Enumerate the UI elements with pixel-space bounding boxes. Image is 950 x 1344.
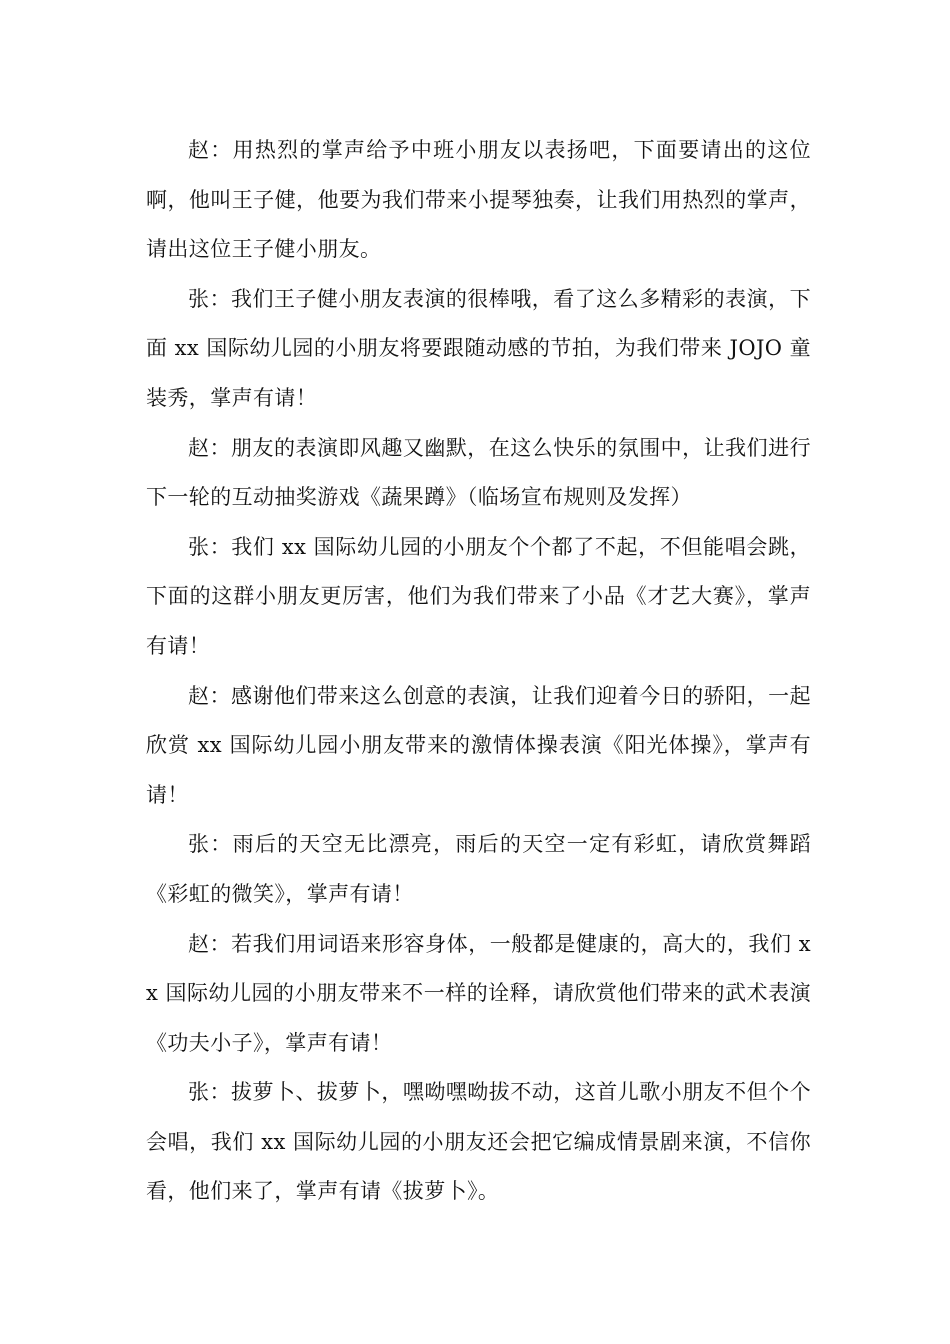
- paragraph-1: 赵：用热烈的掌声给予中班小朋友以表扬吧，下面要请出的这位啊，他叫王子健，他要为我们带来小提琴独奏，让我们用热烈的掌声，请出这位王子健小朋友。: [146, 138, 811, 262]
- paragraph-6: 张：雨后的天空无比漂亮，雨后的天空一定有彩虹，请欣赏舞蹈《彩虹的微笑》，掌声有请！: [146, 832, 811, 906]
- paragraph-8: 张：拔萝卜、拔萝卜，嘿呦嘿呦拔不动，这首儿歌小朋友不但个个会唱，我们 xx 国际幼儿园的小朋友还会把它编成情景剧来演，不信你看，他们来了，掌声有请《拔萝卜》。: [146, 1080, 811, 1204]
- document-body: [146, 126, 811, 1217]
- paragraph-2: 张：我们王子健小朋友表演的很棒哦，看了这么多精彩的表演，下面 xx 国际幼儿园的小朋友将要跟随动感的节拍，为我们带来 JOJO 童装秀，掌声有请！: [146, 286, 811, 410]
- paragraph-7: 赵：若我们用词语来形容身体，一般都是健康的，高大的，我们 xx 国际幼儿园的小朋友带来不一样的诠释，请欣赏他们带来的武术表演《功夫小子》，掌声有请！: [146, 931, 811, 1055]
- paragraph-3: 赵：朋友的表演即风趣又幽默，在这么快乐的氛围中，让我们进行下一轮的互动抽奖游戏《蔬果蹲》（临场宣布规则及发挥）: [146, 435, 811, 510]
- paragraph-5: 赵：感谢他们带来这么创意的表演，让我们迎着今日的骄阳，一起欣赏 xx 国际幼儿园小朋友带来的激情体操表演《阳光体操》，掌声有请！: [146, 683, 811, 807]
- paragraph-4: 张：我们 xx 国际幼儿园的小朋友个个都了不起，不但能唱会跳，下面的这群小朋友更厉害，他们为我们带来了小品《才艺大赛》，掌声有请！: [146, 534, 811, 658]
